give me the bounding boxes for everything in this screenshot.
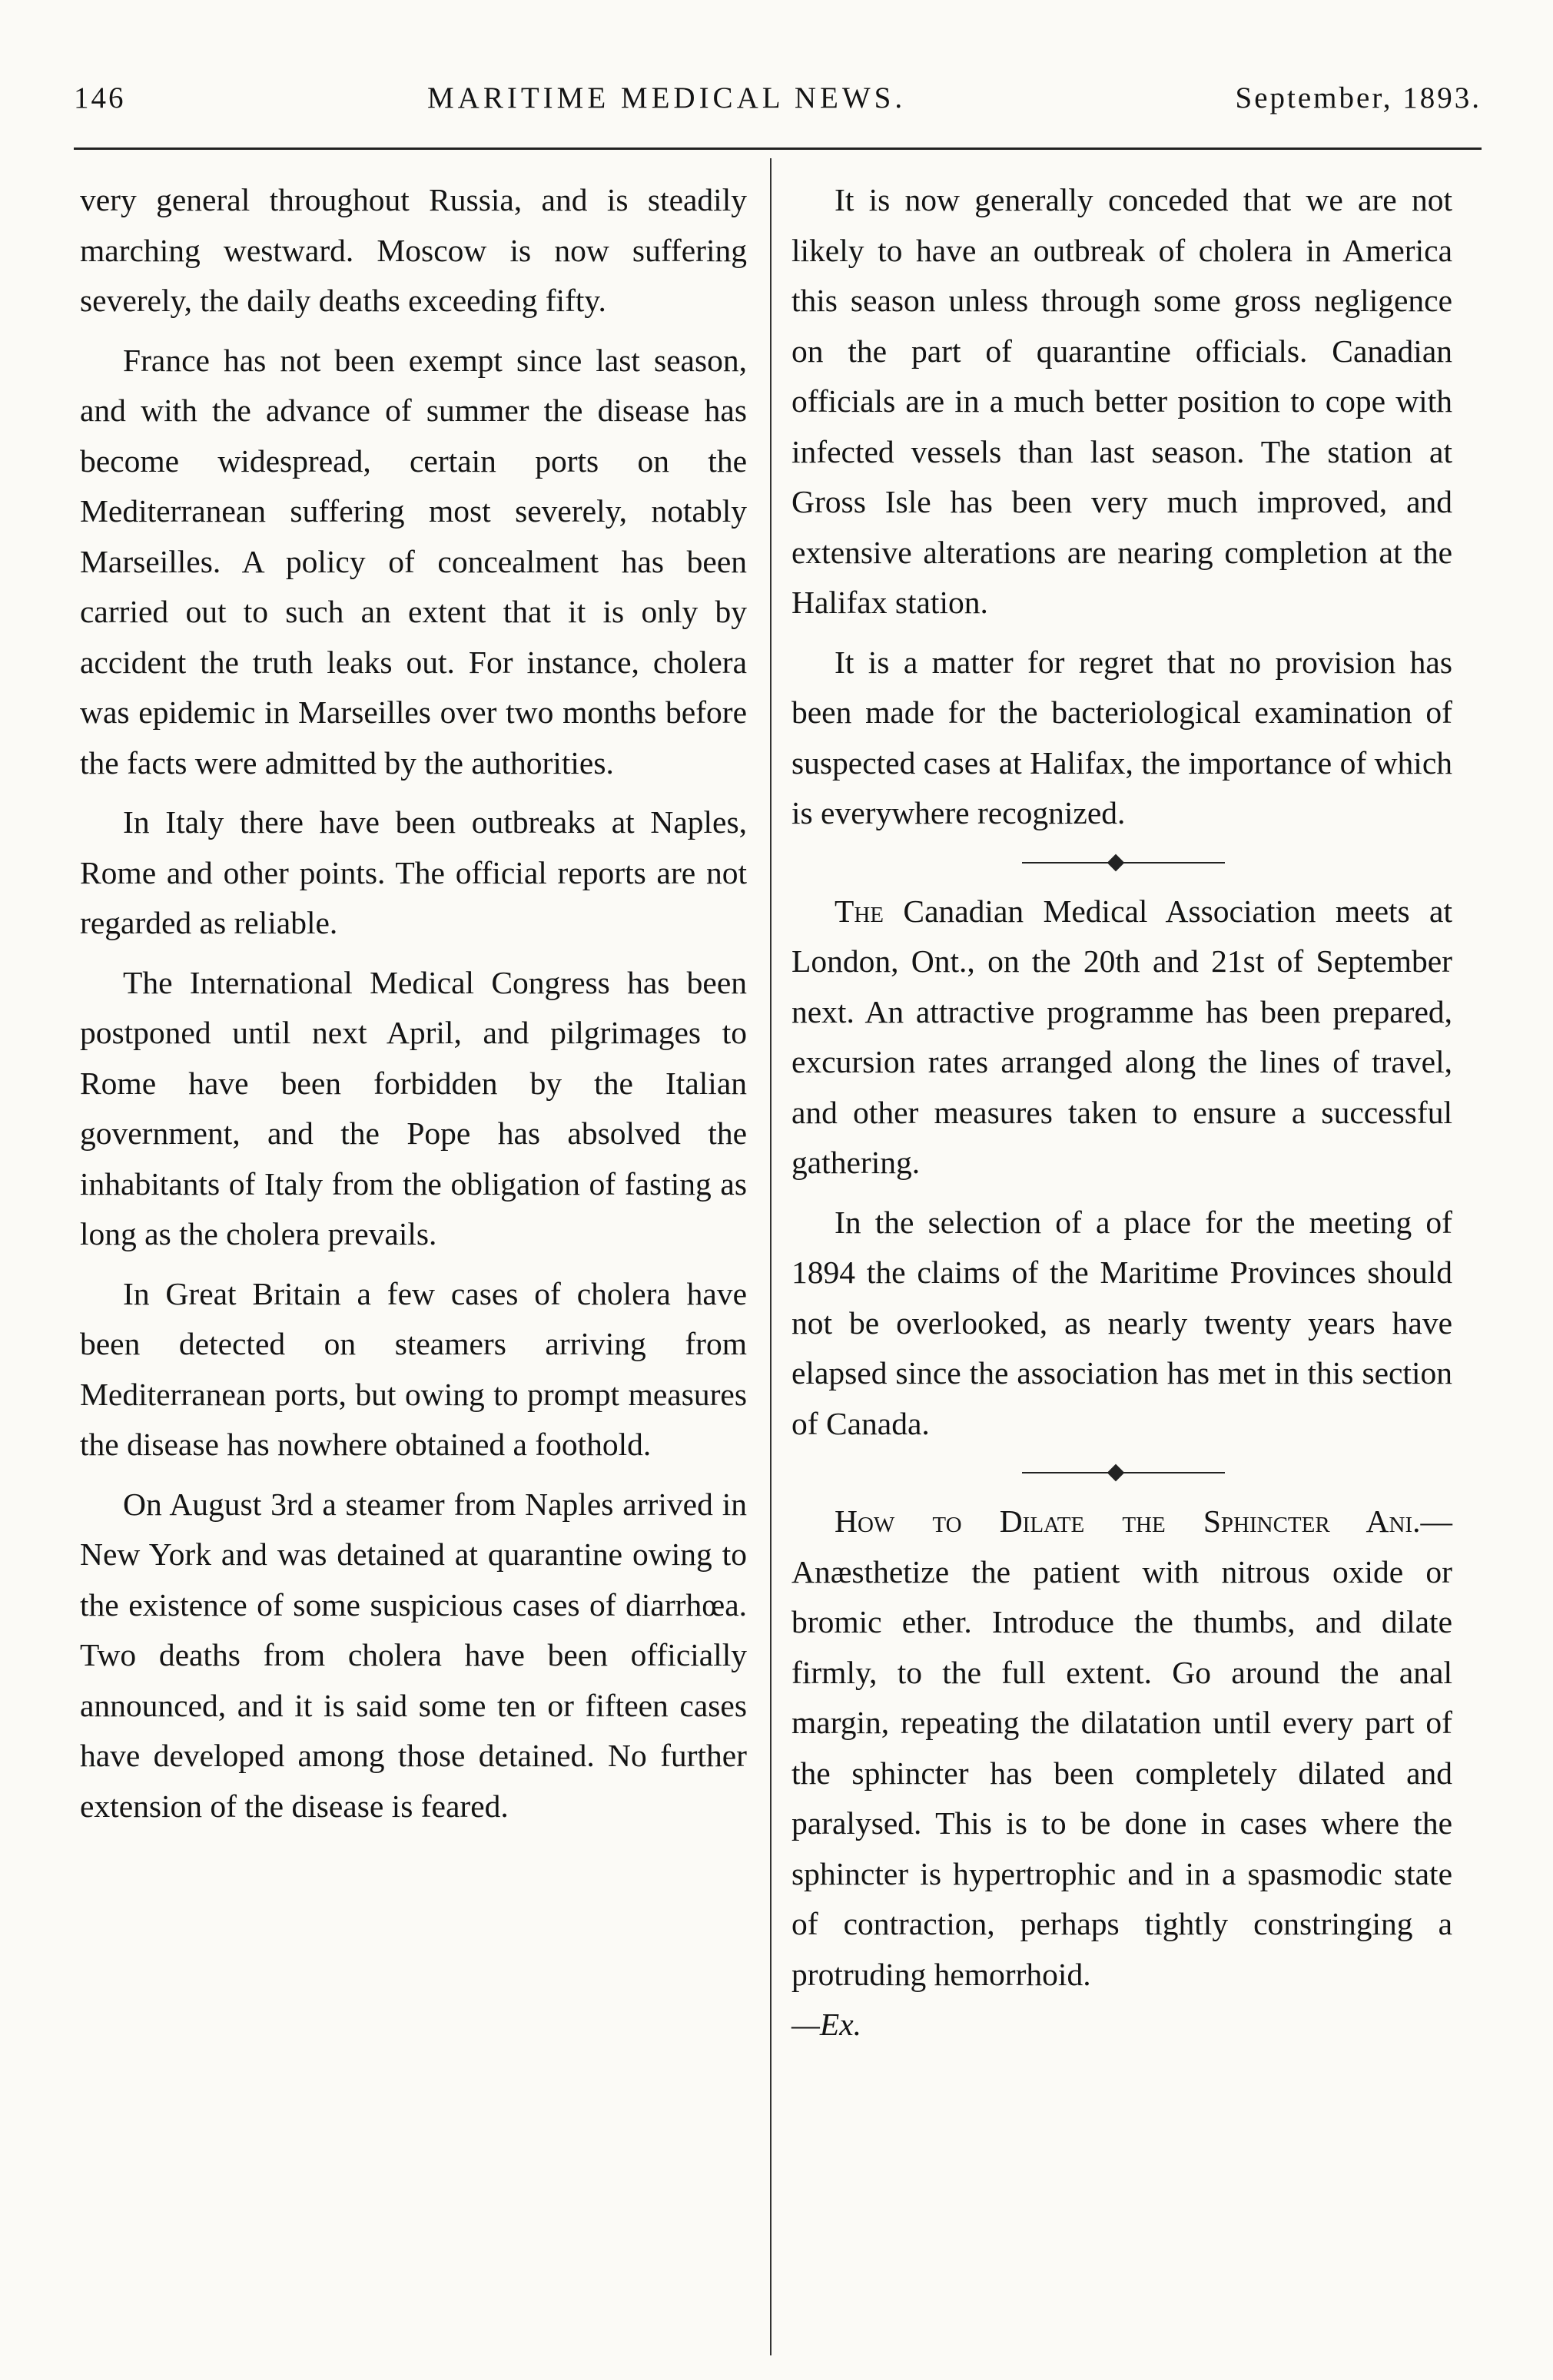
column-divider [770, 158, 772, 2355]
left-column [80, 175, 747, 1831]
header-rule [74, 148, 1482, 150]
article-source: —Ex. [791, 2007, 862, 2042]
paragraph-association [791, 887, 1452, 1188]
section-ornament [791, 1449, 1452, 1497]
paragraph-new-york: On August 3rd a steamer from Naples arrived in New York and was detained at quarantine owing to the existence of some suspicious cases of diarrhœa. Two deaths from cholera have been officially announced, and it is said some ten or fifteen cases have developed among those detained. No further extension of the disease is feared. [80, 1486, 747, 1824]
article-title: How to Dilate the Sphincter Ani. [835, 1503, 1421, 1539]
paragraph-meeting-1894: In the selection of a place for the meeting of 1894 the claims of the Maritime Provinces should not be overlooked, as nearly twenty years have elapsed since the association has met in this section of Canada. [791, 1204, 1452, 1441]
journal-title: MARITIME MEDICAL NEWS. [427, 81, 907, 114]
issue-date: September, 1893. [1235, 81, 1482, 114]
section-ornament [791, 839, 1452, 887]
paragraph-lead-word: The [835, 893, 884, 929]
paragraph-russia: very general throughout Russia, and is steadily marching westward. Moscow is now suffering severely, the daily deaths exceeding fifty. [80, 182, 747, 318]
paragraph-sphincter [791, 1497, 1452, 2050]
article-body: —Anæsthetize the patient with nitrous oxide or bromic ether. Introduce the thumbs, and dilate firmly, to the full extent. Go around the anal margin, repeating the dilatation until every part of the sphincter has been completely dilated and paralysed. This is to be done in cases where the sphincter is hypertrophic and in a spasmodic state of contraction, perhaps tightly constringing a protruding hemorrhoid. [791, 1503, 1452, 1992]
paragraph-italy: In Italy there have been outbreaks at Naples, Rome and other points. The official reports are not regarded as reliable. [80, 804, 747, 940]
paragraph-quarantine: It is now generally conceded that we are not likely to have an outbreak of cholera in America this season unless through some gross negligence on the part of quarantine officials. Canadian officials are in a much better position to cope with infected vessels than last season. The station at Gross Isle has been very much improved, and extensive alterations are nearing completion at the Halifax station. [791, 182, 1452, 620]
paragraph-association-text: Canadian Medical Association meets at London, Ont., on the 20th and 21st of September next. An attractive programme has been prepared, excursion rates arranged along the lines of travel, and other measures taken to ensure a successful gathering. [791, 893, 1452, 1180]
right-column [791, 175, 1452, 2050]
page-header [74, 68, 1482, 129]
paragraph-france: France has not been exempt since last season, and with the advance of summer the disease has become widespread, certain ports on the Mediterranean suffering most severely, notably Marseilles. A policy of concealment has been carried out to such an extent that it is only by accident the truth leaks out. For instance, cholera was epidemic in Marseilles over two months before the facts were admitted by the authorities. [80, 342, 747, 781]
paragraph-great-britain: In Great Britain a few cases of cholera have been detected on steamers arriving from Mediterranean ports, but owing to prompt measures the disease has nowhere obtained a foothold. [80, 1275, 747, 1462]
page-number: 146 [74, 81, 126, 114]
paragraph-bacteriology: It is a matter for regret that no provision has been made for the bacteriological examination of suspected cases at Halifax, the importance of which is everywhere recognized. [791, 644, 1452, 830]
paragraph-congress: The International Medical Congress has been postponed until next April, and pilgrimages to Rome have been forbidden by the Italian government, and the Pope has absolved the inhabitants of Italy from the obligation of fasting as long as the cholera prevails. [80, 964, 747, 1251]
